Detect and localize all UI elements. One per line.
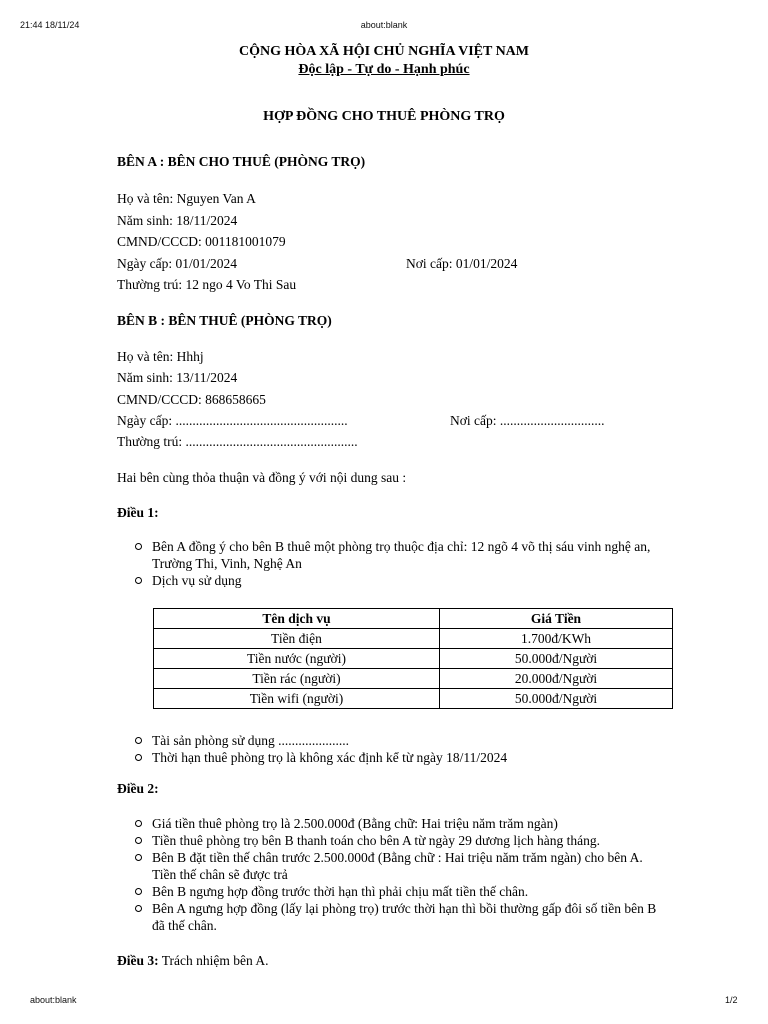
list-item: Giá tiền thuê phòng trọ là 2.500.000đ (Bằng chữ: Hai triệu năm trăm ngàn)	[152, 815, 667, 832]
table-row	[154, 629, 673, 649]
print-url: about:blank	[360, 20, 408, 30]
party-a-name: Họ và tên: Nguyen Van A	[117, 191, 256, 206]
contract-title: HỢP ĐỒNG CHO THUÊ PHÒNG TRỌ	[263, 109, 505, 124]
table-row	[154, 649, 673, 669]
table-cell: 50.000đ/Người	[440, 649, 673, 669]
party-b-address: Thường trú: ...................................................	[117, 434, 358, 449]
article-1-list	[118, 538, 672, 589]
table-header-service: Tên dịch vụ	[154, 609, 440, 629]
party-a-heading: BÊN A : BÊN CHO THUÊ (PHÒNG TRỌ)	[117, 154, 366, 169]
party-a-issue-date: Ngày cấp: 01/01/2024	[117, 256, 237, 271]
list-item: Bên A đồng ý cho bên B thuê một phòng trọ thuộc địa chỉ: 12 ngõ 4 võ thị sáu vinh nghệ an, Trường Thi, Vinh, Nghệ An	[152, 538, 672, 572]
agreement-intro: Hai bên cùng thỏa thuận và đồng ý với nội dung sau :	[117, 470, 407, 485]
list-item: Tiền thuê phòng trọ bên B thanh toán cho bên A từ ngày 29 dương lịch hàng tháng.	[152, 832, 667, 849]
party-b-heading: BÊN B : BÊN THUÊ (PHÒNG TRỌ)	[117, 313, 332, 328]
table-cell: Tiền điện	[154, 629, 440, 649]
article-1-heading: Điều 1:	[117, 505, 159, 520]
table-cell: Tiền nước (người)	[154, 649, 440, 669]
party-a-birth: Năm sinh: 18/11/2024	[117, 213, 238, 228]
article-3-heading: Điều 3:	[117, 953, 159, 968]
party-b-id: CMND/CCCD: 868658665	[117, 392, 266, 407]
services-table	[153, 608, 673, 709]
list-item: Tài sản phòng sử dụng .....................	[152, 732, 507, 749]
print-footer-url: about:blank	[30, 995, 77, 1005]
motto: Độc lập - Tự do - Hạnh phúc	[298, 62, 470, 77]
table-header-row	[154, 609, 673, 629]
table-header-price: Giá Tiền	[440, 609, 673, 629]
list-item: Dịch vụ sử dụng	[152, 572, 672, 589]
table-cell: Tiền wifi (người)	[154, 689, 440, 709]
article-3-text: Trách nhiệm bên A.	[161, 953, 269, 968]
article-2-list	[118, 815, 667, 934]
table-cell: 20.000đ/Người	[440, 669, 673, 689]
print-datetime: 21:44 18/11/24	[20, 20, 80, 30]
list-item: Bên B đặt tiền thế chân trước 2.500.000đ (Bằng chữ : Hai triệu năm trăm ngàn) cho bên A. Tiền thế chân sẽ được trả	[152, 849, 667, 883]
list-item: Thời hạn thuê phòng trọ là không xác định kể từ ngày 18/11/2024	[152, 750, 508, 765]
country-title: CỘNG HÒA XÃ HỘI CHỦ NGHĨA VIỆT NAM	[238, 44, 529, 59]
party-a-issue-place: Nơi cấp: 01/01/2024	[406, 256, 518, 271]
article-1-list-after	[118, 732, 507, 766]
party-b-birth: Năm sinh: 13/11/2024	[117, 370, 238, 385]
table-row	[154, 689, 673, 709]
article-2-heading: Điều 2:	[117, 781, 159, 796]
list-item: Bên A ngưng hợp đồng (lấy lại phòng trọ) trước thời hạn thì bồi thường gấp đôi số tiền bên B đã thế chân.	[152, 900, 667, 934]
table-cell: 50.000đ/Người	[440, 689, 673, 709]
article-3	[117, 953, 269, 969]
party-a-id: CMND/CCCD: 001181001079	[117, 234, 286, 249]
page-number: 1/2	[725, 995, 738, 1005]
table-cell: 1.700đ/KWh	[440, 629, 673, 649]
party-a-address: Thường trú: 12 ngo 4 Vo Thi Sau	[117, 277, 297, 292]
party-b-issue-date: Ngày cấp: ...................................................	[117, 413, 348, 428]
table-row	[154, 669, 673, 689]
party-b-issue-place: Nơi cấp: ...............................	[450, 413, 605, 428]
party-b-name: Họ và tên: Hhhj	[117, 349, 204, 364]
table-cell: Tiền rác (người)	[154, 669, 440, 689]
list-item: Bên B ngưng hợp đồng trước thời hạn thì phải chịu mất tiền thế chân.	[152, 883, 667, 900]
